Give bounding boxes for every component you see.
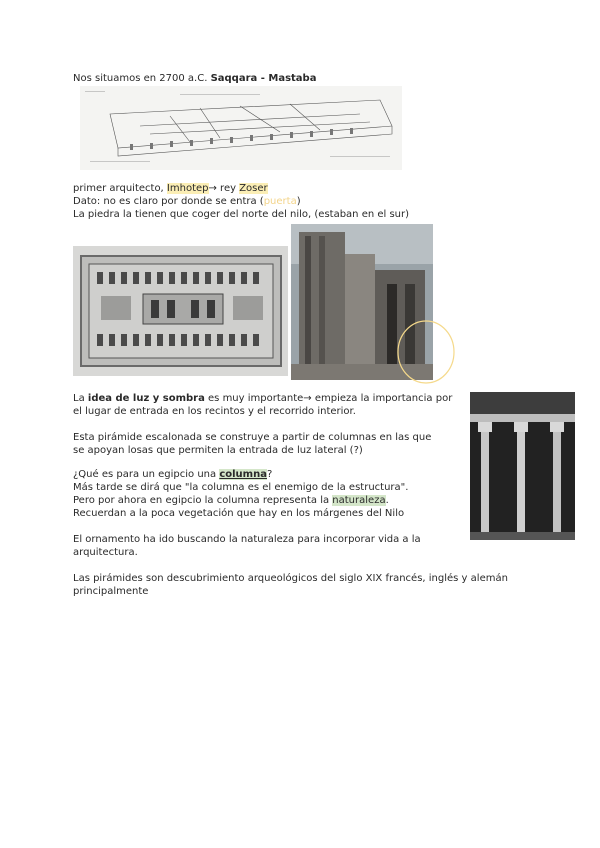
pyramids-discovery-line-1: Las pirámides son descubrimiento arqueológicos del siglo XIX francés, inglés y alemán	[73, 573, 508, 584]
stone-line: La piedra la tienen que coger del norte del nilo, (estaban en el sur)	[73, 209, 410, 220]
question-prefix: ¿Qué es para un egipcio una	[73, 469, 220, 480]
annotation-circle	[395, 318, 459, 386]
light-shadow-line	[73, 392, 452, 405]
zoser-highlight: Zoser	[239, 183, 268, 194]
entrance-suffix: )	[296, 196, 301, 207]
entrance-prefix: Dato: no es claro por donde se entra (	[73, 196, 264, 207]
light-shadow-bold: idea de luz y sombra	[87, 393, 205, 404]
entrance-line	[73, 195, 301, 208]
naturaleza-highlight: naturaleza	[332, 495, 386, 506]
ornament-line-1: El ornamento ha ido buscando la naturaleza para incorporar vida a la	[73, 534, 421, 545]
column-enemy-line: Más tarde se dirá que "la columna es el enemigo de la estructura".	[73, 482, 409, 493]
pyramid-line-2: se apoyan losas que permiten la entrada de luz lateral (?)	[73, 445, 363, 456]
columna-highlight: columna	[219, 469, 267, 480]
imhotep-highlight: Imhotep	[166, 183, 209, 194]
nature-suffix: .	[385, 495, 389, 506]
pyramids-discovery-line-2: principalmente	[73, 586, 149, 597]
columns-photo-image	[470, 392, 575, 540]
light-suffix: es muy importante→ empieza la importancia por	[204, 393, 453, 404]
puerta-faint: puerta	[263, 196, 297, 207]
architect-prefix: primer arquitecto,	[73, 183, 167, 194]
relief-plan-image	[73, 246, 288, 376]
light-prefix: La	[73, 393, 88, 404]
pyramid-line-1: Esta pirámide escalonada se construye a partir de columnas en las que	[73, 432, 432, 443]
ornament-line-2: arquitectura.	[73, 547, 138, 558]
column-question-line	[73, 468, 272, 481]
header-bold: Saqqara - Mastaba	[210, 73, 317, 84]
header-line	[73, 72, 316, 85]
nature-prefix: Pero por ahora en egipcio la columna representa la	[73, 495, 333, 506]
mastaba-sketch-image	[80, 86, 402, 170]
question-suffix: ?	[266, 469, 273, 480]
nile-vegetation-line: Recuerdan a la poca vegetación que hay en los márgenes del Nilo	[73, 508, 405, 519]
header-text: Nos situamos en 2700 a.C.	[73, 73, 211, 84]
entrance-route-line: el lugar de entrada en los recintos y el recorrido interior.	[73, 406, 356, 417]
architect-line	[73, 182, 268, 195]
architect-arrow: → rey	[208, 183, 240, 194]
column-nature-line	[73, 494, 389, 507]
